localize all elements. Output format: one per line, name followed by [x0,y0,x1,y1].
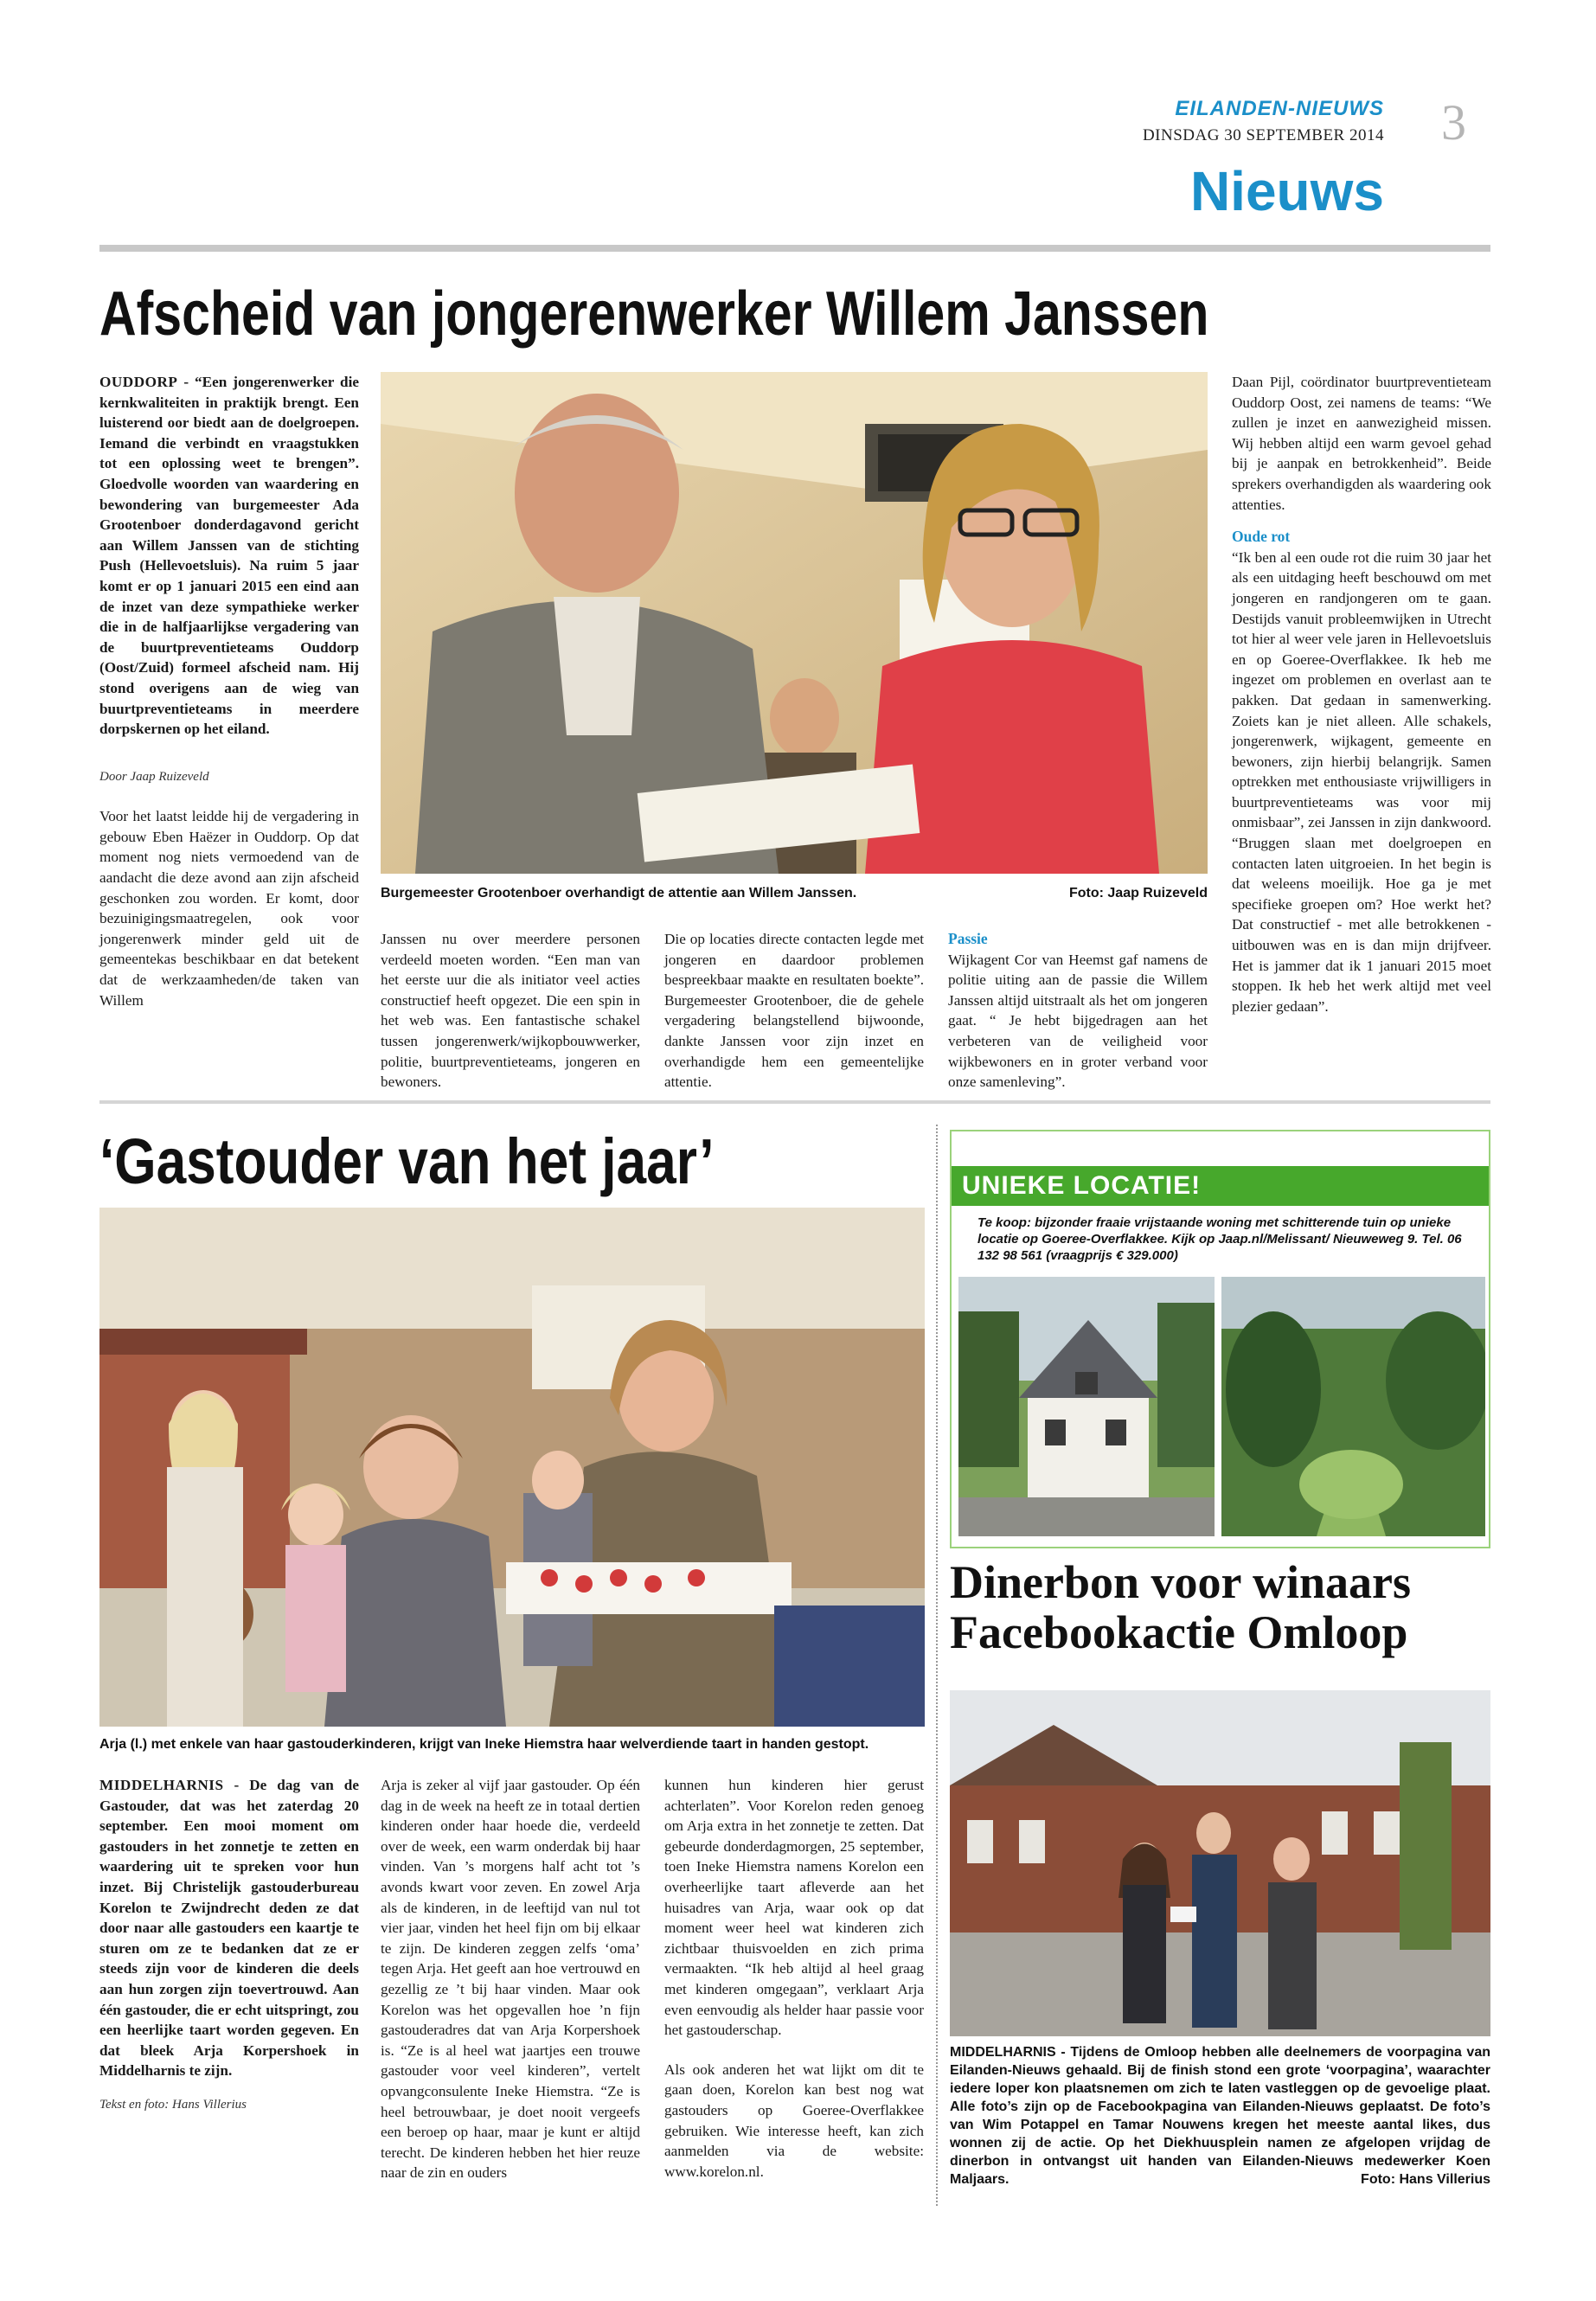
section-title: Nieuws [1189,160,1384,222]
newspaper-brand: EILANDEN-NIEUWS [1175,97,1384,120]
article1-byline: Door Jaap Ruizeveld [99,769,209,784]
article1-col3: Die op locaties directe contacten legde met jongeren en daardoor problemen bespreekbaar maakte en resultaten boekte”. Burgemeester Grootenboer, die de gehele vergadering belangstellend bijwoonde, dankte Janssen voor zijn inzet en overhandigde hem een gemeentelijke attentie. [664,931,924,1091]
property-ad [950,1130,1490,1548]
article1-photo [381,372,1208,874]
article1-col2: Janssen nu over meerdere personen verdeeld moeten worden. “Een man van het eerste uur die als initiator veel acties constructief heeft opgezet. Die een spin in het web was. Een fantastische schakel tussen jongerenwerk/wijkopbouwwerker, politie, buurtpreventieteams, jongeren en bewoners. [381,931,640,1091]
ad-garden-photo [1221,1277,1485,1536]
article1-col5-body2: “Ik ben al een oude rot die ruim 30 jaar het als een uitdaging heeft beschouwd om met jongeren en randjongeren om te gaan. Destijds vanuit probleemwijken in Utrecht tot hier al weer vele jaren in Hellevoetsluis en op Goeree-Overflakkee. Ik heb me ingezet om problemen en overlast aan te pakken. Dat gedaan in samenwerking. Zoiets kan je niet alleen. Alle schakels, jongerenwerk, wijkagent, gemeente en bewoners, zijn hierbij belangrijk. Samen optrekken met enthousiaste vrijwilligers in buurtpreventieteams was voor mij onmisbaar”, zei Janssen in zijn dankwoord. “Bruggen slaan met doelgroepen en contacten laten uitgroeien. In het begin is dat weleens moeilijk. Hoe ga je met specifieke groepen om? Hoe werkt het? Dat constructief - met alle betrokkenen - uitbouwen was en is dan mijn drijfveer. Het is jammer dat ik 1 januari 2015 moet stoppen. Ik heb het werk altijd met veel plezier gedaan”. [1232,548,1491,1015]
article2-col2: Arja is zeker al vijf jaar gastouder. Op één dag in de week na heeft ze in totaal dertien kinderen onder haar hoede die, verdeeld over de week, een warm onderdak bij haar vinden. Van ’s morgens half acht tot ’s avonds kwart voor zeven. En zowel Arja als de kinderen, in de leeftijd van nul tot vier jaar, vinden het heel fijn om bij elkaar te zijn. De kinderen zeggen zelfs ‘oma’ tegen Arja. Het geeft aan hoe vertrouwd en gezellig ze ’t bij haar vinden. Maar ook Korelon was het opgevallen hoe ’n fijn gastouderadres dat van Arja Korpershoek is. “Ze is al heel wat jaartjes een trouwe gastouder voor veel kinderen”, vertelt opvangconsulente Ineke Hiemstra. “Ze is heel betrouwbaar, je doet nooit vergeefs een beroep op haar, maar je kunt er altijd terecht. De kinderen hebben het hier reuze naar de zin en ouders [381,1777,640,2182]
article2-lead: - De dag van de Gastouder, dat was het zaterdag 20 september. Een mooi moment om gastouders in het zonnetje te zetten en waardering uit te spreken voor hun inzet. Bij Christelijk gastouderbureau Korelon te Zwijndrecht deden ze dat door naar alle gastouders een kaartje te sturen om ze te bedanken dat ze er steeds zijn voor de kinderen die deels aan hun zorgen zijn toevertrouwd. Aan één gastouder, die er echt uitspringt, zou een heerlijke taart worden gegeven. En dat bleek Arja Korpershoek in Middelharnis te zijn. [99,1777,359,2080]
issue-date: DINSDAG 30 SEPTEMBER 2014 [1142,126,1384,144]
header-rule [99,245,1490,252]
article2-col1 [99,1775,359,2116]
ad-text: Te koop: bijzonder fraaie vrijstaande woning met schitterende tuin op unieke locatie op Goeree-Overflakkee. Kijk op Jaap.nl/Melissant/ Nieuweweg 9. Tel. 06 132 98 561 (vraagprijs € 329.000) [977,1215,1462,1263]
article2-col3-body2: Als ook anderen het wat lijkt om dit te gaan doen, Korelon kan best nog wat gastouders op Goeree-Overflakkee gebruiken. Wie interesse heeft, kan zich aanmelden via de website: www.korelon.nl. [664,2061,924,2180]
article2-dateline: MIDDELHARNIS [99,1777,224,1793]
article1-col1-body: Voor het laatst leidde hij de vergadering in gebouw Eben Haëzer in Ouddorp. Op dat moment nog niets vermoedend van de aandacht die deze avond aan zijn afscheid geschonken zou worden. Er komt, door bezuinigingsmaatregelen, ook voor jongerenwerk minder geld uit de gemeentekas beschikbaar en dat betekent dat de werkzaamheden/de taken van Willem [99,808,359,1009]
ad-title: UNIEKE LOCATIE! [952,1166,1489,1206]
column-separator [936,1125,938,2206]
article1-lead-column [99,372,359,1010]
article1-lead: - “Een jongerenwerker die kernkwaliteiten in praktijk brengt. Een luisterend oor biedt aan de doelgroepen. Iemand die verbindt en vraagstukken tot een oplossing weet te brengen”. Gloedvolle woorden van waardering en bewondering van burgemeester Ada Grootenboer donderdagavond gericht aan Willem Janssen van de stichting Push (Hellevoetsluis). Na ruim 5 jaar komt er op 1 januari 2015 een eind aan de inzet van deze sympathieke werker die in de halfjaarlijkse vergadering van de buurtpreventieteams Ouddorp (Oost/Zuid) formeel afscheid nam. Hij stond overigens aan de wieg van buurtpreventieteams in meerdere dorpskernen op het eiland. [99,374,359,738]
article1-photo-caption: Burgemeester Grootenboer overhandigt de attentie aan Willem Janssen. [381,886,857,901]
article2-photo-caption: Arja (l.) met enkele van haar gastouderkinderen, krijgt van Ineke Hiemstra haar welverdiende taart in handen gestopt. [99,1737,869,1752]
article1-headline: Afscheid van jongerenwerker Willem Janssen [99,279,1209,349]
article1-bottom-rule [99,1100,1490,1104]
article1-col5-body1: Daan Pijl, coördinator buurtpreventieteam Ouddorp Oost, zei namens de teams: “We zullen je inzet en aanwezigheid missen. Wij hebben altijd een warm gevoel gehad bij je aanpak en betrokkenheid”. Beide sprekers overhandigden als waardering ook attenties. [1232,374,1491,513]
article3-caption: MIDDELHARNIS - Tijdens de Omloop hebben alle deelnemers de voorpagina van Eilanden-Nieuws gehaald. Bij de finish stond een grote ‘voorpagina’, waarachter iedere loper kon plaatsnemen om zich te laten vastleggen op de gevoelige plaat. Alle foto’s zijn op de Facebookpagina van Eilanden-Nieuws geplaatst. De foto’s van Wim Potappel en Tamar Nouwens kregen het meeste aantal likes, dus wonnen zij de actie. Op het Diekhuusplein namen ze afgelopen vrijdag de dinerbon in ontvangst uit handen van Eilanden-Nieuws medewerker Koen Maljaars. [950,2045,1490,2187]
article3-headline: Dinerbon voor winaars Facebookactie Omloop [950,1556,1412,1659]
article1-col4-body: Wijkagent Cor van Heemst gaf namens de politie uiting aan de passie die Willem Janssen altijd uitstraalt als het om jongeren gaat. “ Je hebt bijgedragen aan het verbeteren van de veiligheid voor wijkbewoners en in groter verband voor onze samenleving”. [948,951,1208,1091]
article1-col5 [1232,372,1491,1016]
article2-byline: Tekst en foto: Hans Villerius [99,2097,247,2112]
article3-photo-credit: Foto: Hans Villerius [1361,2172,1490,2187]
article2-col3-body1: kunnen hun kinderen hier gerust achterlaten”. Voor Korelon reden genoeg om Arja extra in het zonnetje te zetten. Dat gebeurde donderdagmorgen, 25 september, toen Ineke Hiemstra namens Korelon een overheerlijke taart afleverde aan het huisadres van Arja, waar ook op dat moment weer heel wat kinderen zich zichtbaar thuisvoelden en zich prima vermaakten. “Ik heb altijd al heel graag met kinderen omgegaan”, verklaart Arja even eenvoudig als helder haar passie voor het gastouderschap. [664,1777,924,2039]
article1-col4 [948,929,1208,1093]
ad-house-photo [958,1277,1215,1536]
article2-photo [99,1208,925,1727]
page-number: 3 [1441,94,1466,151]
article2-headline: ‘Gastouder van het jaar’ [99,1125,715,1197]
article2-col3 [664,1775,924,2182]
article3-photo [950,1690,1490,2036]
article1-dateline: OUDDORP [99,374,178,390]
article1-photo-credit: Foto: Jaap Ruizeveld [1068,886,1208,901]
article1-subhead-passie: Passie [948,930,988,947]
article1-subhead-oude-rot: Oude rot [1232,528,1291,546]
